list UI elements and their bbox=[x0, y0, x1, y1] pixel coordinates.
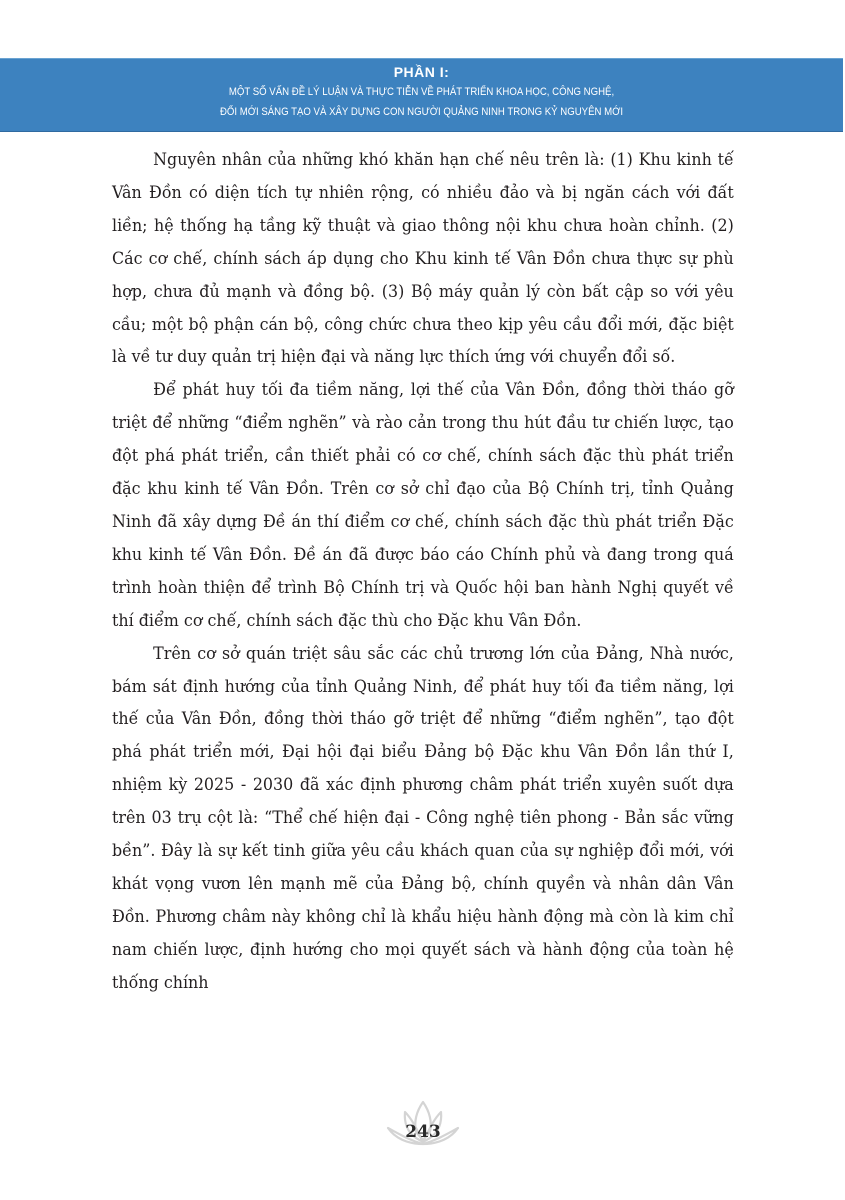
page-number: 243 bbox=[405, 1122, 441, 1142]
section-subtitle-line-1: MỘT SỐ VẤN ĐỀ LÝ LUẬN VÀ THỰC TIỄN VỀ PHÁT TRIỂN KHOA HỌC, CÔNG NGHỆ, bbox=[228, 86, 615, 98]
paragraph: Trên cơ sở quán triệt sâu sắc các chủ trương lớn của Đảng, Nhà nước, bám sát định hướng của tỉnh Quảng Ninh, để phát huy tối đa tiềm năng, lợi thế của Vân Đồn, đồng thời tháo gỡ triệt để những “điểm nghẽn”, tạo đột phá phát triển mới, Đại hội đại biểu Đảng bộ Đặc khu Vân Đồn lần thứ I, nhiệm kỳ 2025 - 2030 đã xác định phương châm phát triển xuyên suốt dựa trên 03 trụ cột là: “Thể chế hiện đại - Công nghệ tiên phong - Bản sắc vững bền”. Đây là sự kết tinh giữa yêu cầu khách quan của sự nghiệp đổi mới, với khát vọng vươn lên mạnh mẽ của Đảng bộ, chính quyền và nhân dân Vân Đồn. Phương châm này không chỉ là khẩu hiệu hành động mà còn là kim chỉ nam chiến lược, định hướng cho mọi quyết sách và hành động của toàn hệ thống chính bbox=[112, 643, 734, 993]
paragraph: Để phát huy tối đa tiềm năng, lợi thế của Vân Đồn, đồng thời tháo gỡ triệt để những “điểm nghẽn” và rào cản trong thu hút đầu tư chiến lược, tạo đột phá phát triển, cần thiết phải có cơ chế, chính sách đặc thù phát triển đặc khu kinh tế Vân Đồn. Trên cơ sở chỉ đạo của Bộ Chính trị, tỉnh Quảng Ninh đã xây dựng Đề án thí điểm cơ chế, chính sách đặc thù phát triển Đặc khu kinh tế Vân Đồn. Đề án đã được báo cáo Chính phủ và đang trong quá trình hoàn thiện để trình Bộ Chính trị và Quốc hội ban hành Nghị quyết về thí điểm cơ chế, chính sách đặc thù cho Đặc khu Vân Đồn. bbox=[112, 380, 734, 631]
body-text bbox=[112, 144, 734, 1000]
section-header-banner bbox=[0, 58, 843, 132]
paragraph: Nguyên nhân của những khó khăn hạn chế nêu trên là: (1) Khu kinh tế Vân Đồn có diện tích tự nhiên rộng, có nhiều đảo và bị ngăn cách với đất liền; hệ thống hạ tầng kỹ thuật và giao thông nội khu chưa hoàn chỉnh. (2) Các cơ chế, chính sách áp dụng cho Khu kinh tế Vân Đồn chưa thực sự phù hợp, chưa đủ mạnh và đồng bộ. (3) Bộ máy quản lý còn bất cập so với yêu cầu; một bộ phận cán bộ, công chức chưa theo kịp yêu cầu đổi mới, đặc biệt là về tư duy quản trị hiện đại và năng lực thích ứng với chuyển đổi số. bbox=[112, 150, 734, 368]
part-title: PHẦN I: bbox=[393, 64, 450, 80]
page-footer bbox=[383, 1098, 463, 1154]
section-subtitle-line-2: ĐỔI MỚI SÁNG TẠO VÀ XÂY DỰNG CON NGƯỜI QUẢNG NINH TRONG KỶ NGUYÊN MỚI bbox=[219, 106, 624, 118]
